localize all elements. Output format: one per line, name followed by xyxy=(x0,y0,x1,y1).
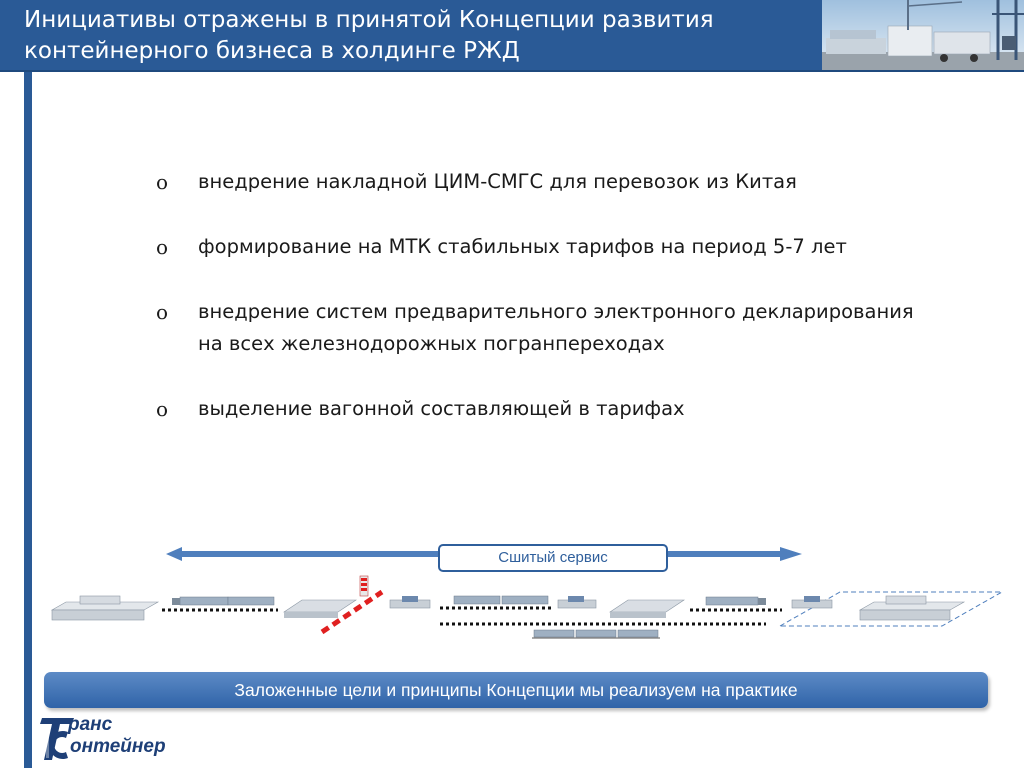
destination-warehouse-icon xyxy=(860,596,964,620)
container-terminal-photo xyxy=(822,0,1024,70)
conclusion-banner: Заложенные цели и принципы Концепции мы реализуем на практике xyxy=(44,672,988,708)
truck-icon xyxy=(706,597,766,605)
seamless-service-diagram xyxy=(40,540,1020,660)
signal-icon xyxy=(360,576,368,596)
list-item-text: внедрение накладной ЦИМ-СМГС для перевозок из Китая xyxy=(198,170,797,193)
list-item-text: формирование на МТК стабильных тарифов на период 5-7 лет xyxy=(198,235,847,258)
origin-warehouse-icon xyxy=(52,596,158,620)
rail-wagon-icon xyxy=(454,596,548,604)
list-item-text-continued: на всех железнодорожных погранпереходах xyxy=(198,332,665,355)
page-title xyxy=(24,5,814,67)
crane-icon xyxy=(558,596,596,608)
list-item-text: внедрение систем предварительного электронного декларирования xyxy=(198,300,914,323)
header-underline xyxy=(0,70,1024,72)
list-item xyxy=(156,296,1006,360)
container-yard-icon xyxy=(610,600,684,618)
page-title-line-1: Инициативы отражены в принятой Концепции развития xyxy=(24,7,714,33)
seamless-service-label: Сшитый сервис xyxy=(438,544,668,572)
logo-text-line-1: ранс xyxy=(68,714,113,735)
crane-icon xyxy=(390,596,430,608)
truck-icon xyxy=(172,597,274,605)
circle-bullet-icon: o xyxy=(156,235,169,259)
title-bar xyxy=(0,0,822,70)
list-item-text: выделение вагонной составляющей в тарифах xyxy=(198,397,685,420)
list-item xyxy=(156,231,1006,263)
logo-text-line-2: онтейнер xyxy=(70,736,166,757)
transcontainer-logo xyxy=(38,708,198,766)
crane-icon xyxy=(792,596,832,608)
left-accent-bar xyxy=(24,72,32,768)
circle-bullet-icon: o xyxy=(156,300,169,324)
circle-bullet-icon: o xyxy=(156,397,169,421)
list-item xyxy=(156,166,1006,198)
initiatives-list xyxy=(156,166,1006,458)
list-item xyxy=(156,393,1006,425)
page-title-line-2: контейнерного бизнеса в холдинге РЖД xyxy=(24,38,520,64)
container-train-icon xyxy=(532,630,660,638)
circle-bullet-icon: o xyxy=(156,170,169,194)
